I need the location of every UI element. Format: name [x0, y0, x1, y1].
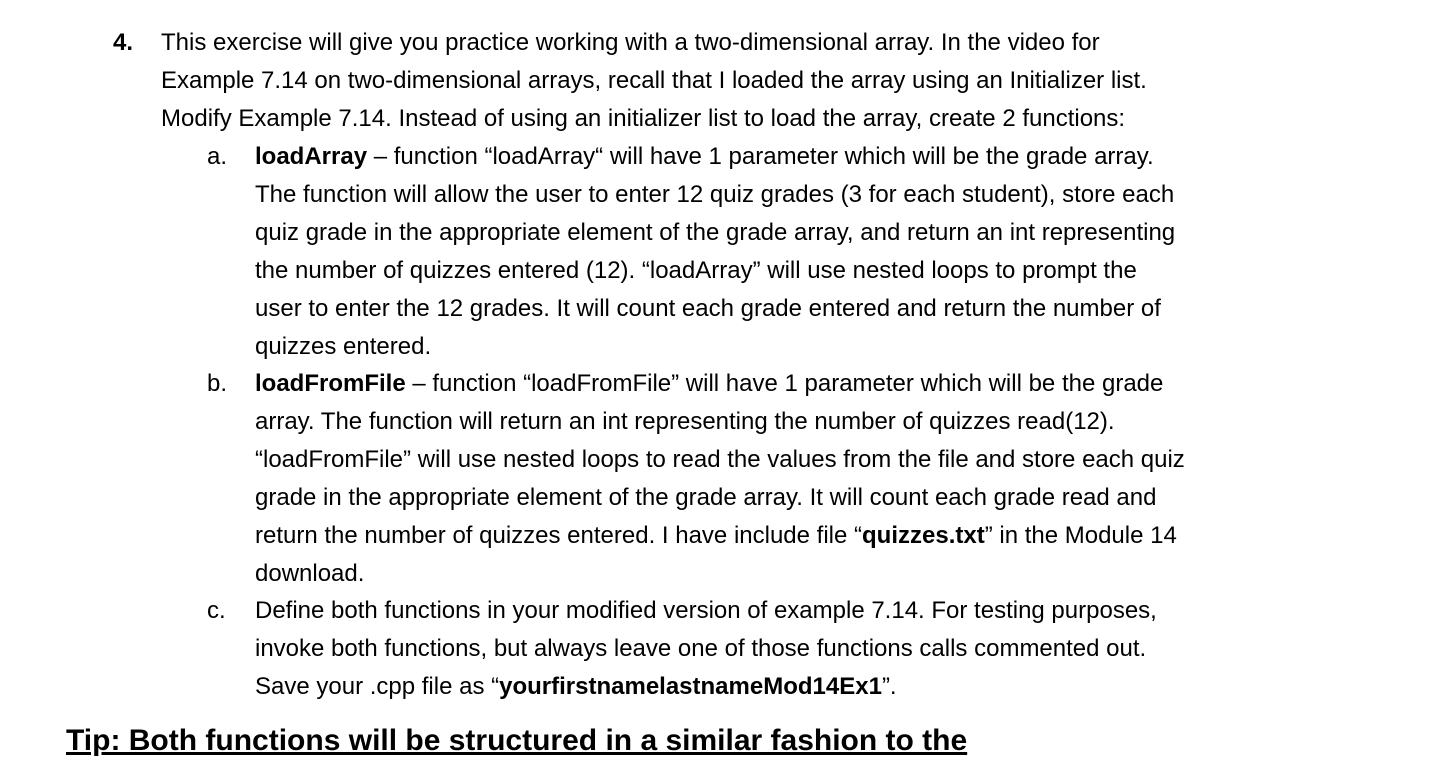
intro-line: Modify Example 7.14. Instead of using an initializer list to load the array, create 2 functions: — [161, 105, 1126, 132]
sub-item-b-line — [255, 365, 1315, 403]
sub-item-a-line: user to enter the 12 grades. It will count each grade entered and return the number of — [255, 295, 1161, 322]
sub-item-b-marker: b. — [207, 370, 228, 397]
sub-item-b-line: grade in the appropriate element of the grade array. It will count each grade read and — [255, 484, 1157, 511]
sub-item-c-line3-before: Save your .cpp file as “ — [255, 673, 500, 700]
sub-item-b-line: download. — [255, 560, 365, 587]
exercise-intro — [161, 24, 1301, 138]
intro-line: Example 7.14 on two-dimensional arrays, recall that I loaded the array using an Initializer list. — [161, 67, 1147, 94]
sub-item-c-line3-after: ”. — [881, 673, 897, 700]
sub-item-a-line: the number of quizzes entered (12). “loadArray” will use nested loops to prompt the — [255, 257, 1137, 284]
exercise-number: 4. — [113, 29, 134, 56]
sub-item-a-line: quizzes entered. — [255, 333, 432, 360]
sub-item-a-line: quiz grade in the appropriate element of the grade array, and return an int representing — [255, 219, 1176, 246]
sub-item-a-line1-rest: – function “loadArray“ will have 1 parameter which will be the grade array. — [367, 143, 1154, 170]
sub-item-c-line — [255, 668, 1315, 706]
sub-item-b-line — [255, 517, 1315, 555]
sub-item-a-line: The function will allow the user to enter 12 quiz grades (3 for each student), store each — [255, 181, 1175, 208]
sub-item-b-line: array. The function will return an int representing the number of quizzes read(12). — [255, 408, 1115, 435]
sub-item-a-text — [255, 138, 1315, 366]
tip-heading: Tip: Both functions will be structured in a similar fashion to the — [66, 724, 968, 757]
sub-item-b-line5-before: return the number of quizzes entered. I have include file “ — [255, 522, 863, 549]
sub-item-c-marker: c. — [207, 597, 226, 624]
file-name: quizzes.txt — [862, 522, 985, 549]
sub-item-b-title: loadFromFile — [255, 370, 406, 397]
sub-item-b-text — [255, 365, 1315, 593]
sub-item-a-marker: a. — [207, 143, 228, 170]
save-file-name: yourfirstnamelastnameMod14Ex1 — [499, 673, 882, 700]
intro-line: This exercise will give you practice working with a two-dimensional array. In the video for — [161, 29, 1100, 56]
sub-item-a-line — [255, 138, 1315, 176]
sub-item-c-line: invoke both functions, but always leave one of those functions calls commented out. — [255, 635, 1147, 662]
sub-item-b-line1-rest: – function “loadFromFile” will have 1 parameter which will be the grade — [405, 370, 1164, 397]
sub-item-c-line: Define both functions in your modified version of example 7.14. For testing purposes, — [255, 597, 1157, 624]
sub-item-a-title: loadArray — [255, 143, 368, 170]
sub-item-c-text — [255, 592, 1315, 706]
sub-item-b-line5-after: ” in the Module 14 — [984, 522, 1177, 549]
sub-item-b-line: “loadFromFile” will use nested loops to read the values from the file and store each quiz — [255, 446, 1185, 473]
